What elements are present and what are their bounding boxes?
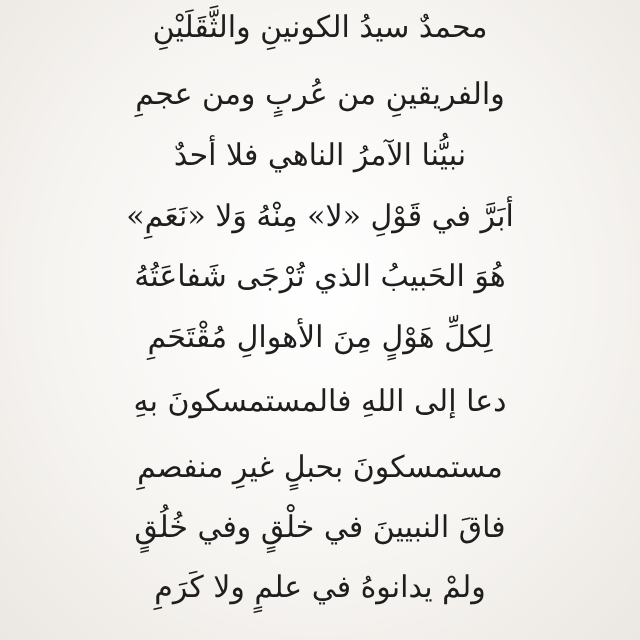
poem-line-10: ولمْ يدانوهُ في علمٍ ولا كَرَمِ <box>154 570 486 605</box>
poem-line-2: والفريقينِ من عُربٍ ومن عجمِ <box>135 77 505 112</box>
poem-line-1: محمدٌ سيدُ الكونينِ والثَّقَلَيْنِ <box>152 10 488 45</box>
poem-line-8: مستمسكونَ بحبلٍ غيرِ منفصمِ <box>137 450 503 485</box>
poem-line-9: فاقَ النبيينَ في خلْقٍ وفي خُلُقٍ <box>134 510 506 545</box>
poem-line-5: هُوَ الحَبيبُ الذي تُرْجَى شَفاعَتُهُ <box>134 259 506 294</box>
poem-line-7: دعا إلى اللهِ فالمستمسكونَ بهِ <box>133 384 507 419</box>
poem-line-6: لِكلِّ هَوْلٍ مِنَ الأهوالِ مُقْتَحَمِ <box>147 320 493 355</box>
poem-line-11-partial <box>0 624 640 640</box>
poem-line-4: أبَرَّ في قَوْلِ «لا» مِنْهُ وَلا «نَعَمِ» <box>126 199 514 234</box>
poem-line-3: نبيُّنا الآمرُ الناهي فلا أحدٌ <box>173 138 467 173</box>
